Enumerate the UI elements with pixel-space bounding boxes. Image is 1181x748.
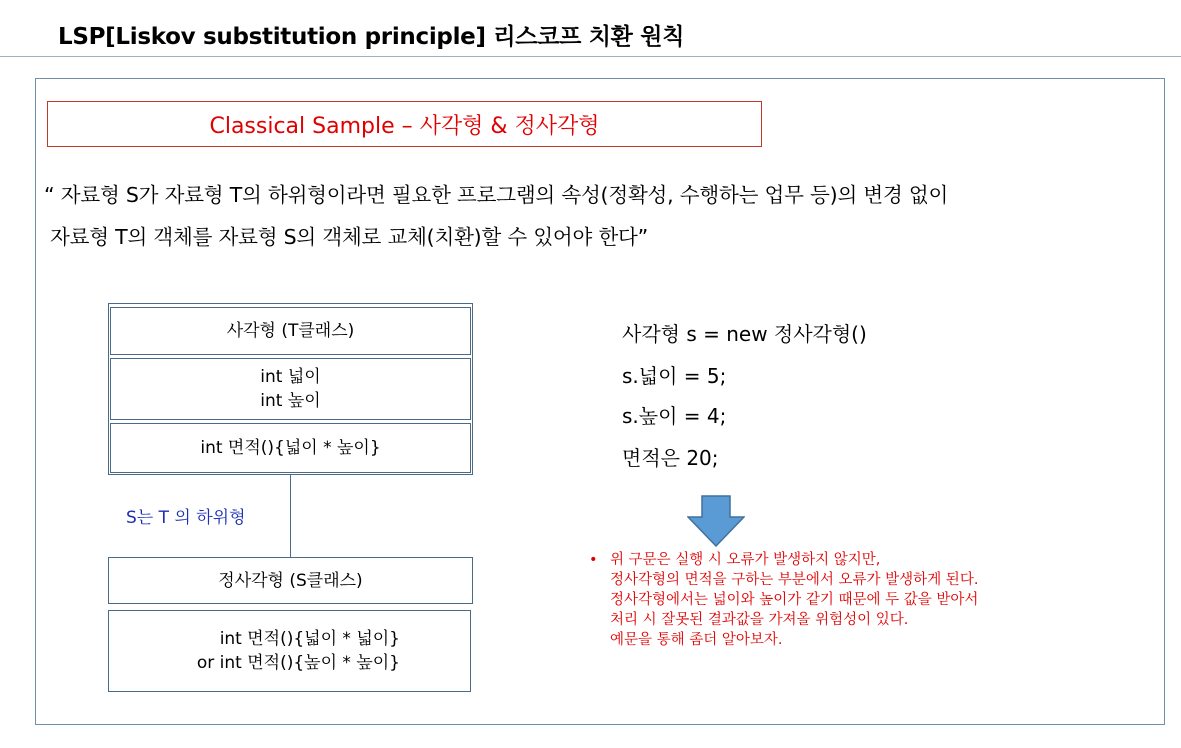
code-line-2: s.넓이 = 5; [622, 364, 727, 388]
slide-title: LSP[Liskov substitution principle] 리스코프 치환 원칙 [58, 24, 685, 50]
s-class-name: 정사각형 (S클래스) [218, 570, 363, 591]
quote-line-2: 자료형 T의 객체를 자료형 S의 객체로 교체(치환)할 수 있어야 한다” [50, 225, 649, 249]
t-class-methods [110, 423, 471, 473]
note-lines [610, 550, 978, 650]
down-arrow-icon [687, 495, 745, 547]
t-method-area: int 면적(){넓이 * 높이} [200, 438, 381, 458]
sample-heading-text: Classical Sample – 사각형 & 정사각형 [209, 113, 600, 139]
inheritance-line [290, 475, 291, 557]
t-class-header [110, 307, 471, 355]
title-divider [0, 56, 1181, 57]
warning-note [589, 550, 978, 650]
note-line-2: 정사각형의 면적을 구하는 부분에서 오류가 발생하게 된다. [610, 572, 979, 588]
code-line-4: 면적은 20; [622, 446, 719, 470]
note-line-3: 정사각형에서는 넓이와 높이가 같기 때문에 두 값을 받아서 [610, 592, 979, 608]
t-class-fields [110, 358, 471, 420]
t-field-width: int 넓이 [260, 367, 321, 387]
note-line-5: 예문을 통해 좀더 알아보자. [610, 632, 783, 648]
t-class-name: 사각형 (T클래스) [226, 321, 355, 341]
note-line-1: 위 구문은 실행 시 오류가 발생하지 않지만, [610, 552, 881, 568]
quote-line-1: “ 자료형 S가 자료형 T의 하위형이라면 필요한 프로그램의 속성(정확성, 수행하는 업무 등)의 변경 없이 [44, 183, 949, 207]
sample-heading [47, 101, 762, 147]
s-class-header [108, 557, 473, 604]
t-field-height: int 높이 [260, 391, 321, 411]
code-line-1: 사각형 s = new 정사각형() [622, 322, 867, 346]
s-method-area-width: int 면적(){넓이 * 넓이} [219, 629, 400, 649]
subtype-label: S는 T 의 하위형 [126, 508, 246, 528]
code-line-3: s.높이 = 4; [622, 404, 727, 428]
s-method-area-height: or int 면적(){높이 * 높이} [196, 653, 400, 673]
note-bullet: • [589, 552, 598, 568]
s-class-methods [108, 610, 471, 692]
note-line-4: 처리 시 잘못된 결과값을 가져올 위험성이 있다. [610, 612, 909, 628]
s-method-lines [109, 627, 470, 675]
